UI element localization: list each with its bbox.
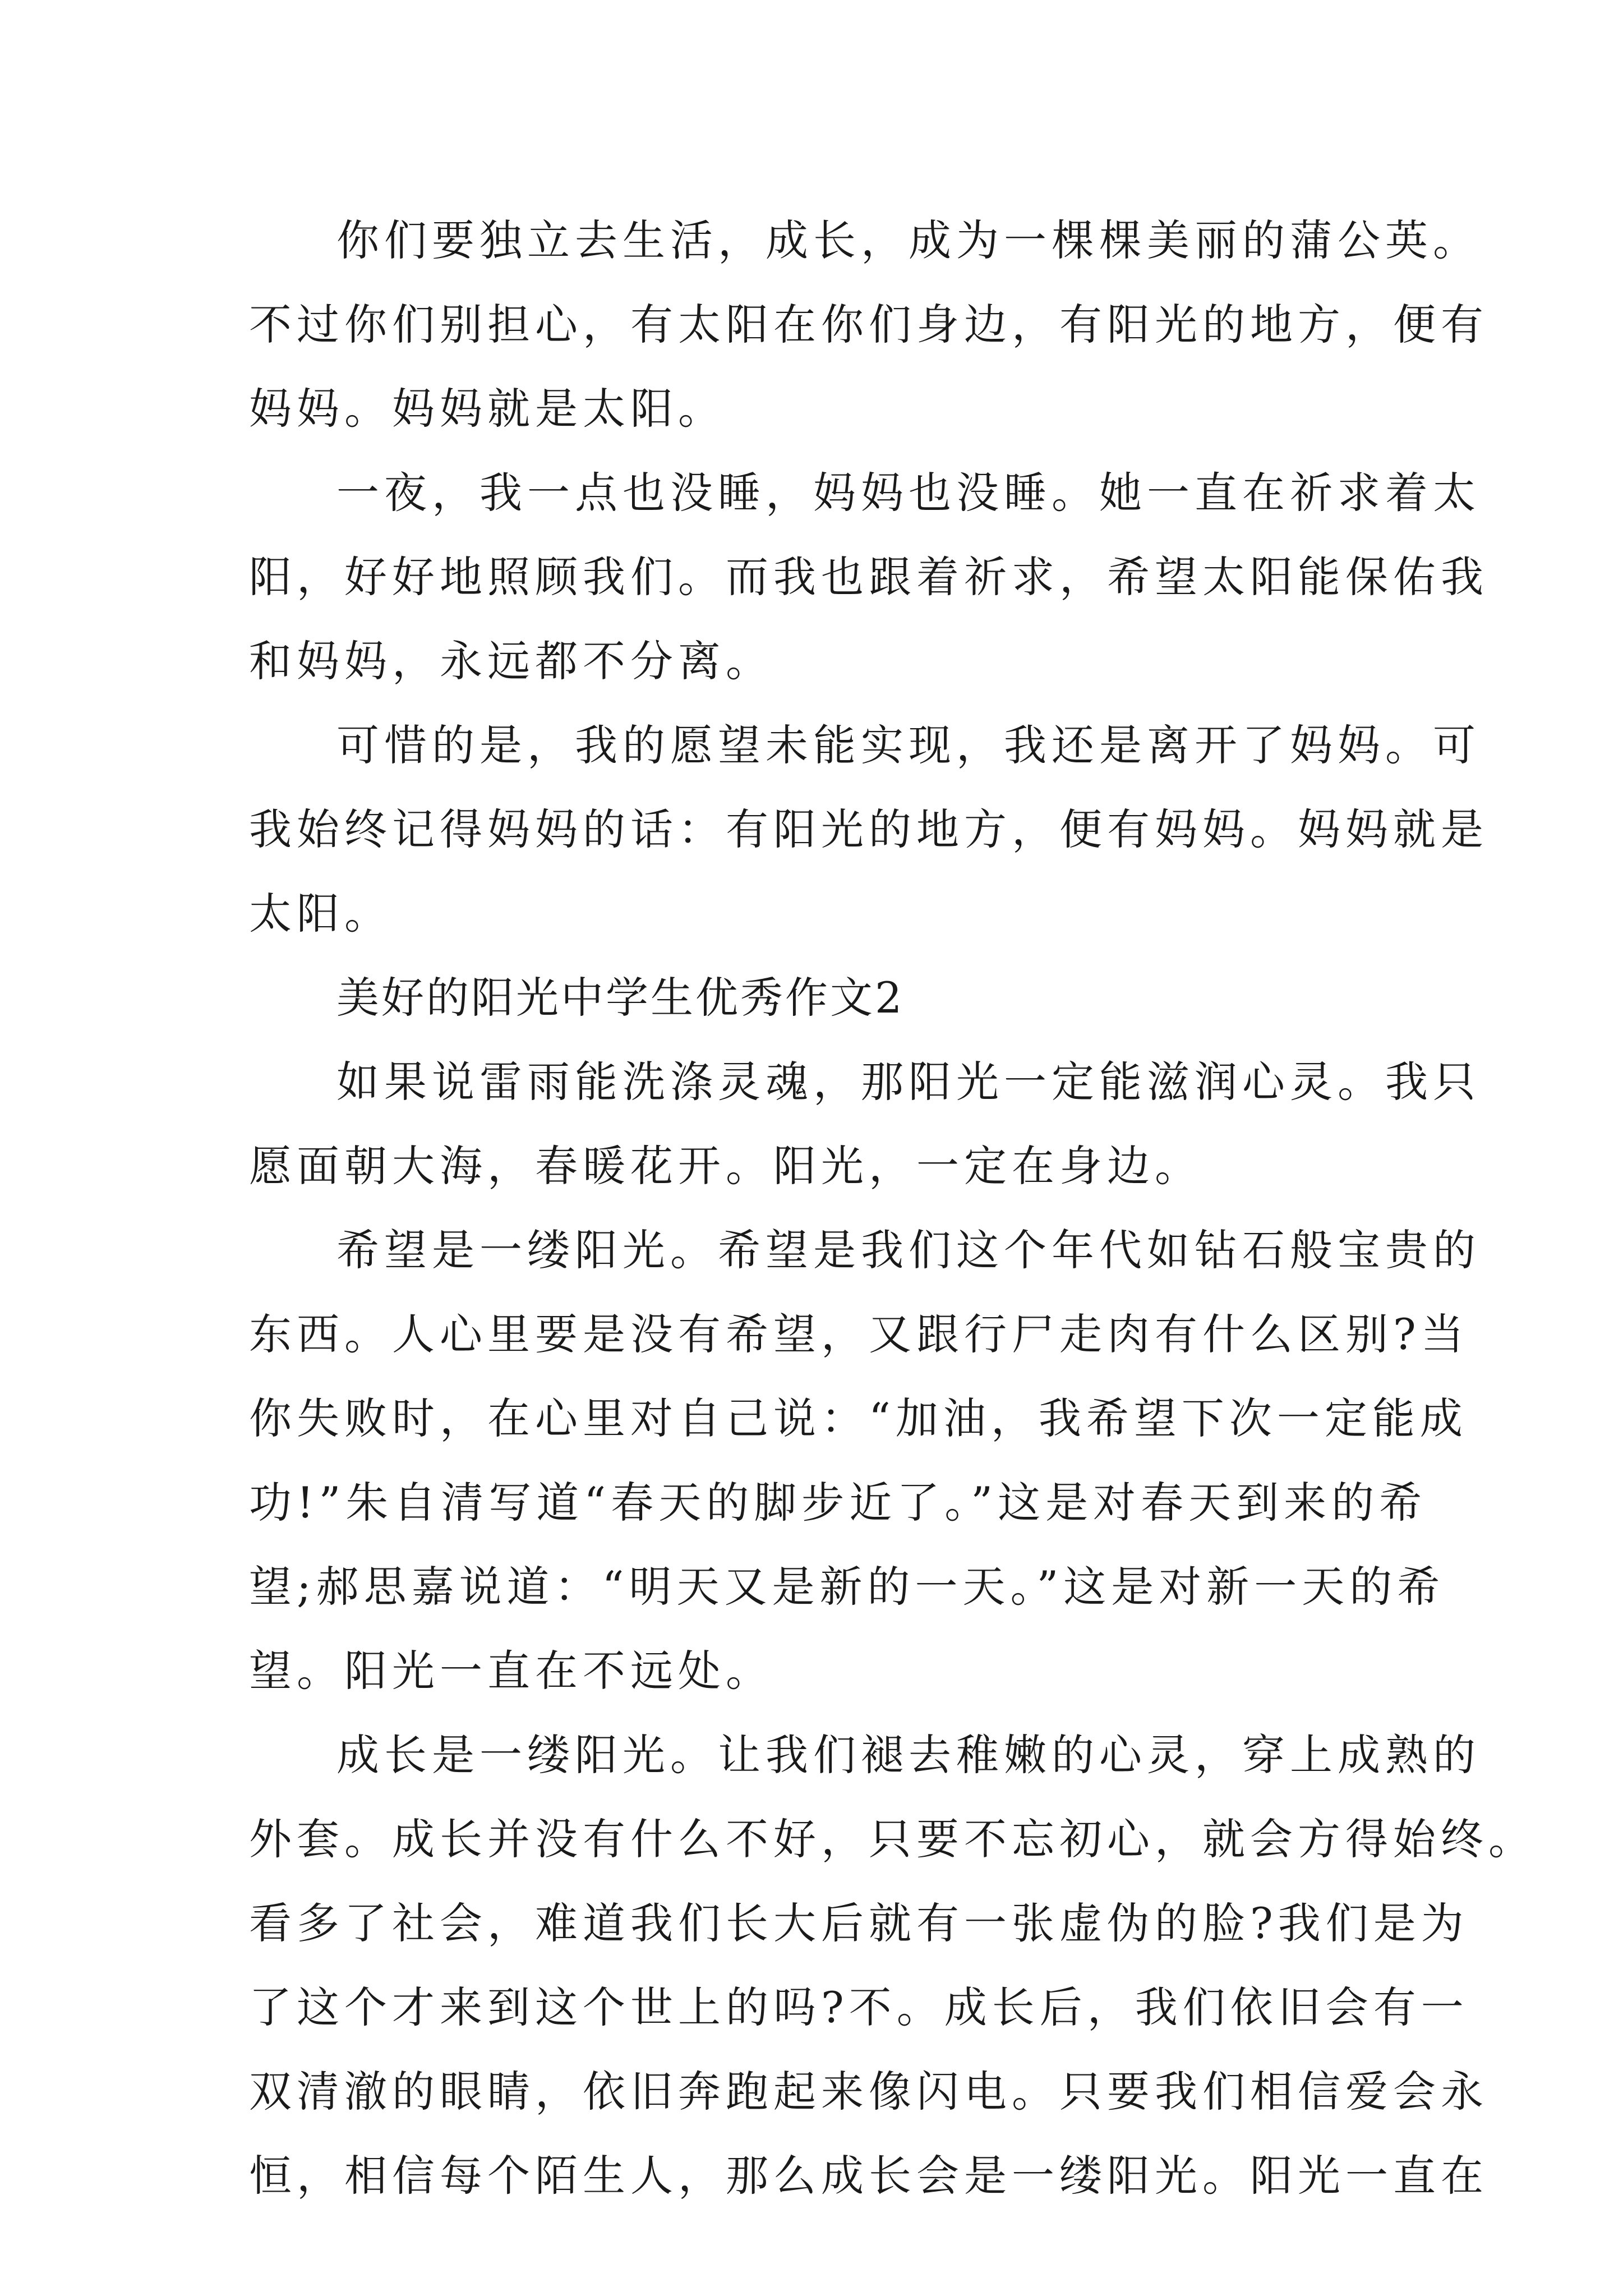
text-line: 你们要独立去生活，成长，成为一棵棵美丽的蒲公英。 (336, 215, 1481, 265)
text-line: 恒，相信每个陌生人，那么成长会是一缕阳光。阳光一直在 (249, 2151, 1488, 2201)
text-line: 妈妈。妈妈就是太阳。 (249, 384, 726, 434)
text-line: 我始终记得妈妈的话：有阳光的地方，便有妈妈。妈妈就是 (249, 804, 1488, 854)
text-line: 望。阳光一直在不远处。 (249, 1646, 773, 1696)
text-line: 东西。人心里要是没有希望，又跟行尸走肉有什么区别?当 (249, 1309, 1469, 1359)
text-line: 可惜的是，我的愿望未能实现，我还是离开了妈妈。可 (336, 720, 1481, 770)
text-line: 不过你们别担心，有太阳在你们身边，有阳光的地方，便有 (249, 300, 1488, 349)
text-line: 望;郝思嘉说道：“明天又是新的一天。”这是对新一天的希 (249, 1562, 1445, 1612)
text-line: 了这个才来到这个世上的吗?不。成长后，我们依旧会有一 (249, 1982, 1469, 2032)
text-line: 外套。成长并没有什么不好，只要不忘初心，就会方得始终。 (249, 1814, 1536, 1864)
text-line: 看多了社会，难道我们长大后就有一张虚伪的脸?我们是为 (249, 1898, 1469, 1948)
text-line: 希望是一缕阳光。希望是我们这个年代如钻石般宝贵的 (336, 1225, 1481, 1275)
text-line: 如果说雷雨能洗涤灵魂，那阳光一定能滋润心灵。我只 (336, 1057, 1481, 1107)
text-line: 阳，好好地照顾我们。而我也跟着祈求，希望太阳能保佑我 (249, 552, 1488, 602)
text-line: 一夜，我一点也没睡，妈妈也没睡。她一直在祈求着太 (336, 468, 1481, 518)
text-line: 和妈妈，永远都不分离。 (249, 636, 773, 686)
text-line: 功!”朱自清写道“春天的脚步近了。”这是对春天到来的希 (249, 1478, 1427, 1527)
text-line: 你失败时，在心里对自己说：“加油，我希望下次一定能成 (249, 1393, 1468, 1443)
text-line: 太阳。 (249, 889, 392, 938)
section-heading: 美好的阳光中学生优秀作文2 (336, 973, 905, 1023)
text-line: 双清澈的眼睛，依旧奔跑起来像闪电。只要我们相信爱会永 (249, 2067, 1488, 2116)
text-line: 愿面朝大海，春暖花开。阳光，一定在身边。 (249, 1141, 1202, 1191)
text-line: 成长是一缕阳光。让我们褪去稚嫩的心灵，穿上成熟的 (336, 1730, 1481, 1780)
